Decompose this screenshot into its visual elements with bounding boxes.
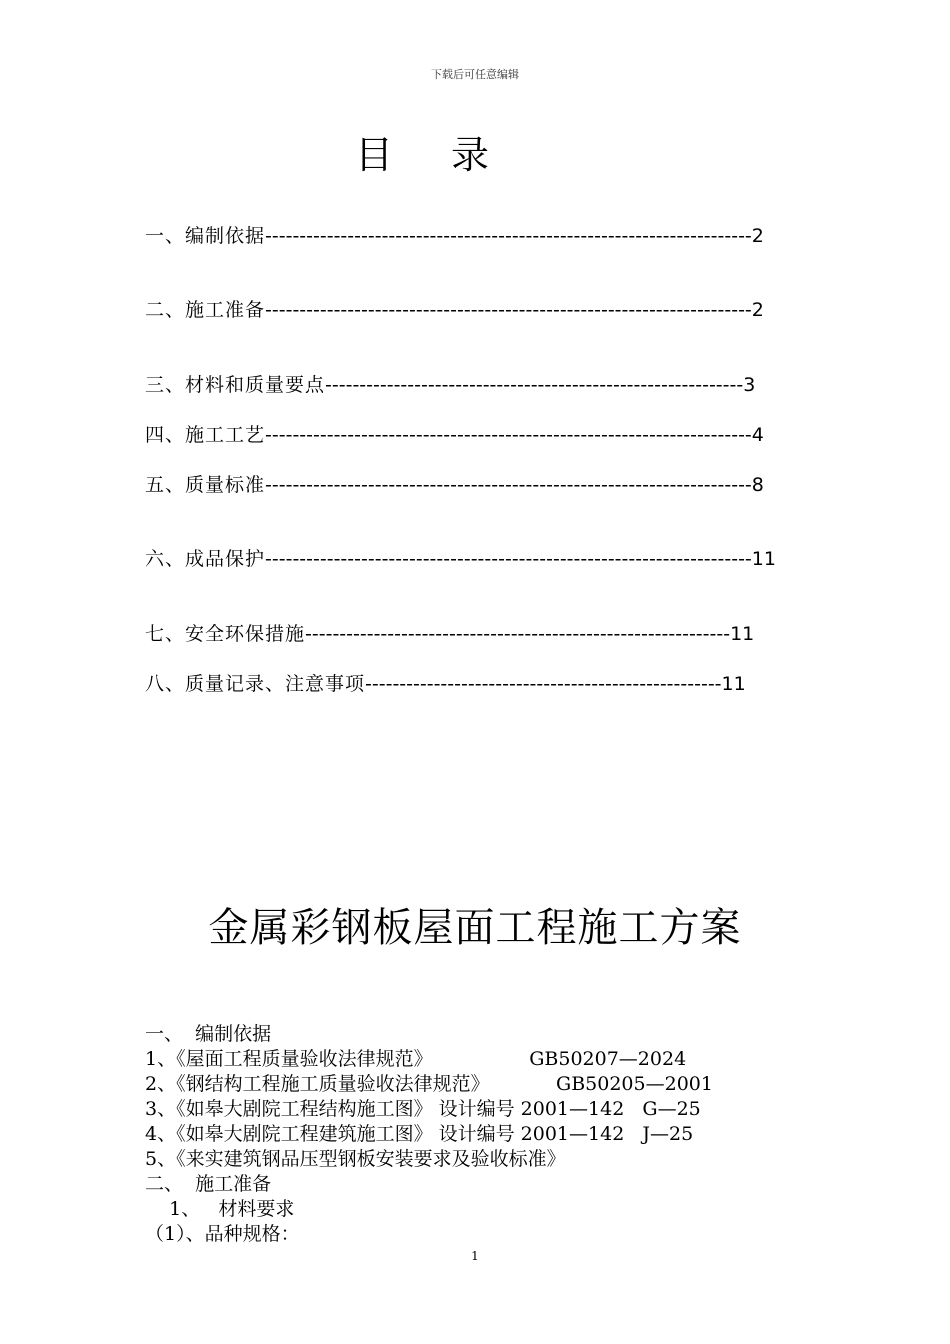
toc-entry-page: 11 (751, 548, 776, 570)
toc-entry-leader: ----------------------------------------------------------------------- (265, 225, 752, 247)
toc-entry-page: 3 (743, 374, 756, 396)
toc-entry[interactable] (145, 547, 807, 572)
toc-entry-label: 七、安全环保措施 (145, 623, 306, 645)
toc-entry[interactable] (145, 224, 807, 249)
body-line: 5、《来实建筑钢品压型钢板安装要求及验收标准》 (145, 1148, 566, 1170)
body-line: 4、《如皋大剧院工程建筑施工图》 设计编号 2001—142 J—25 (145, 1123, 694, 1145)
page-number: 1 (471, 1249, 479, 1263)
toc-entry-label: 八、质量记录、注意事项 (145, 673, 366, 695)
toc-entry-page: 2 (751, 225, 764, 247)
toc-entry-label: 五、质量标准 (145, 474, 266, 496)
body-line: 2、《钢结构工程施工质量验收法律规范》 GB50205—2001 (145, 1073, 713, 1095)
toc-entry-page: 11 (721, 673, 746, 695)
toc-entry[interactable] (145, 373, 807, 398)
toc-entry-leader: -------------------------------------------------------------- (305, 623, 731, 645)
body-line: 一、 编制依据 (145, 1023, 272, 1045)
toc-entry-leader: ----------------------------------------------------------------------- (265, 474, 752, 496)
body-line: 3、《如皋大剧院工程结构施工图》 设计编号 2001—142 G—25 (145, 1098, 701, 1120)
toc-entry-label: 四、施工工艺 (145, 424, 266, 446)
toc-entry[interactable] (145, 298, 807, 323)
toc-entry-leader: ----------------------------------------------------------------------- (265, 548, 752, 570)
toc-entry-label: 二、施工准备 (145, 299, 266, 321)
toc-entry-label: 三、材料和质量要点 (145, 374, 326, 396)
document-title: 金属彩钢板屋面工程施工方案 (208, 905, 742, 951)
toc-entry[interactable] (145, 423, 807, 448)
toc-title: 目录 (355, 133, 548, 177)
toc-entry-leader: ---------------------------------------------------- (365, 673, 722, 695)
body-line: （1）、品种规格： (145, 1223, 300, 1245)
body-line: 1、《屋面工程质量验收法律规范》 GB50207—2024 (145, 1048, 687, 1070)
toc-entry[interactable] (145, 672, 807, 697)
header-note: 下载后可任意编辑 (431, 68, 519, 81)
toc-entry[interactable] (145, 622, 807, 647)
toc-entry-page: 8 (751, 474, 764, 496)
toc-entry-page: 4 (751, 424, 764, 446)
toc-entry-page: 11 (730, 623, 755, 645)
body-line: 二、 施工准备 (145, 1173, 272, 1195)
toc-entry-page: 2 (751, 299, 764, 321)
toc-entry-label: 一、编制依据 (145, 225, 266, 247)
toc-entry-leader: ------------------------------------------------------------- (325, 374, 744, 396)
toc-entry-leader: ----------------------------------------------------------------------- (265, 424, 752, 446)
toc-entry-leader: ----------------------------------------------------------------------- (265, 299, 752, 321)
body-line: 1、 材料要求 (145, 1198, 295, 1220)
toc-entry-label: 六、成品保护 (145, 548, 266, 570)
document-body (145, 1022, 825, 1247)
toc-entry[interactable] (145, 473, 807, 498)
